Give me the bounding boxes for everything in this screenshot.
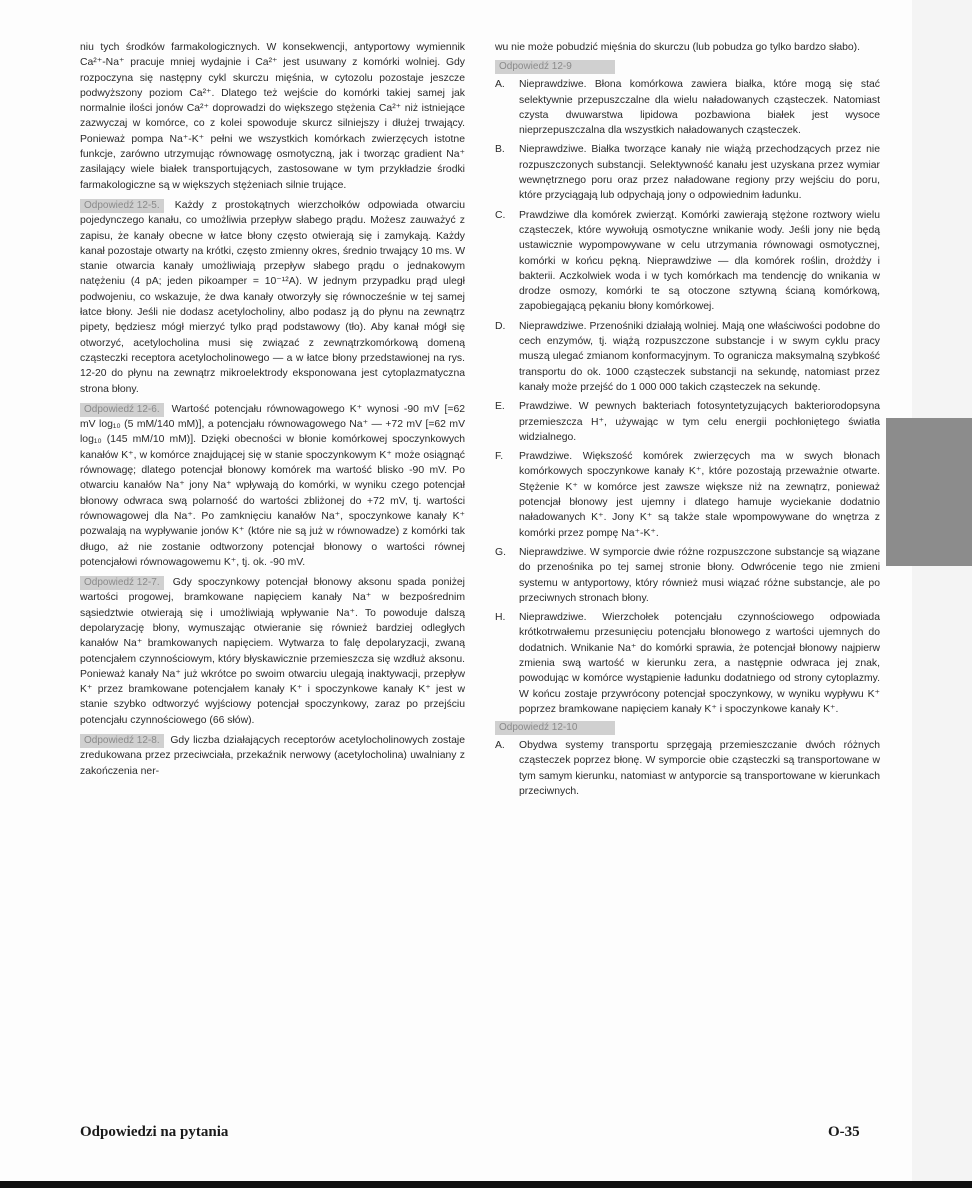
list-item <box>495 449 880 541</box>
answer-12-9-list <box>495 77 880 717</box>
item-text: Prawdziwe. Większość komórek zwierzęcych ma w swych błonach komórkowych spoczynkowe kanały K⁺, które pozostają przeważnie otwarte. Stężenie K⁺ w komórce jest zawsze większe niż na zewnątrz, ponieważ potencjał błonowy jest ujemny i dlatego hamuje wyciekanie dodatnio naładowanych K⁺. Jony K⁺ są także stale wpompowywane do wnętrza z komórki przez pompę Na⁺-K⁺. <box>519 451 880 539</box>
item-letter: A. <box>495 79 505 91</box>
item-text: Nieprawdziwe. Przenośniki działają wolniej. Mają one właściwości podobne do cech enzymów, tj. wiążą rozpuszczone substancje i w swym cyklu pracy muszą ulegać zmianom konformacyjnym. To ogranicza maksymalną szybkość transportu do ok. 1000 cząsteczek substancji na sekundę, natomiast przez kanały może przejść do 1 000 000 takich cząsteczek na sekundę. <box>519 320 880 393</box>
item-letter: H. <box>495 612 506 624</box>
answer-12-7 <box>80 575 465 728</box>
answer-text: Wartość potencjału równowagowego K⁺ wynosi -90 mV [=62 mV log₁₀ (5 mM/140 mM)], a potencjału równowagowego Na⁺ — +72 mV [=62 mV log₁₀ (145 mM/10 mM)]. Dzięki obecności w błonie komórkowej spoczynkowych kanałów K⁺, w komórce znajdującej się w stanie spoczynkowym K⁺ może osiągnąć równowagę; dlatego potencjał błonowy komórek ma wartość blisko -90 mV. Po otwarciu kanałów Na⁺ jony Na⁺ wpływają do komórki, w wyniku czego potencjał błonowy odwraca swą polarność do wartości zbliżonej do +72 mV, tj. wartości równowagowej dla Na⁺. Po zamknięciu kanałów Na⁺, spoczynkowe kanały K⁺ pozwalają na wypływanie jonów K⁺ (które nie są już w równowadze) z komórki tak długo, aż nie zostanie odtworzony potencjał błonowy o wartości równej potencjałowi równowagowemu K⁺, tj. ok. -90 mV. <box>80 403 465 568</box>
answer-text: Każdy z prostokątnych wierzchołków odpowiada otwarciu pojedynczego kanału, co umożliwia przepływ słabego prądu. Możesz zauważyć z zapisu, że kanały obecne w łatce błony często otwierają się i zamykają. Każdy kanał pozostaje otwarty na krótki, często zmienny okres, średnio trwający 10 ms. W stanie otwarcia kanały umożliwiają przepływ słabego prądu o jednakowym natężeniu (4 pA; jeden pikoamper = 10⁻¹²A). W jednym przypadku prąd uległ podwojeniu, co wskazuje, że dwa kanały otworzyły się równocześnie w tej samej łatce błony. Jeśli nie dodasz acetylocholiny, albo podasz ją do płynu na zewnątrz pipety, będziesz mógł mierzyć tylko prąd podstawowy (tło). Aby kanał mógł się otworzyć, acetylocholina musi się związać z zewnątrzkomórkową domeną cząsteczki receptora acetylocholinowego — a w łatce błony przedstawionej na rys. 12-20 do płynu na zewnątrz mikroelektrody eksponowana jest cytoplazmatyczna strona błony. <box>80 199 466 395</box>
answer-12-8 <box>80 733 465 779</box>
item-letter: G. <box>495 546 506 558</box>
left-column <box>80 40 465 784</box>
paragraph-continued: wu nie może pobudzić mięśnia do skurczu (lub pobudza go tylko bardzo słabo). <box>495 42 861 53</box>
answer-12-10-list <box>495 738 880 799</box>
item-letter: B. <box>495 144 505 156</box>
answer-text: Gdy liczba działających receptorów acetylocholinowych zostaje zredukowana przez przeciwciała, przekaźnik nerwowy (acetylocholina) uwalniany z zakończenia ner- <box>80 735 465 777</box>
scan-edge-bar <box>0 1181 972 1188</box>
page-number: O-35 <box>828 1124 860 1140</box>
list-item <box>495 610 880 717</box>
answer-label-12-10: Odpowiedź 12-10 <box>495 721 615 735</box>
answer-label: Odpowiedź 12-8. <box>80 734 164 748</box>
item-letter: F. <box>495 451 504 463</box>
chapter-tab <box>886 418 972 566</box>
scan-margin <box>912 0 972 1181</box>
item-letter: A. <box>495 740 505 752</box>
list-item <box>495 399 880 445</box>
answer-label-12-9: Odpowiedź 12-9 <box>495 60 615 74</box>
item-text: Nieprawdziwe. Wierzchołek potencjału czynnościowego odpowiada krótkotrwałemu przesunięciu potencjału błonowego z wartości ujemnych do dodatnich. Wnikanie Na⁺ do komórki sprawia, że potencjał błonowy najpierw zmienia swą wartość w kierunku zera, a następnie odwraca jej znak, powodując w komórce wystąpienie ładunku dodatniego od strony cytoplazmy. W końcu zostaje przywrócony potencjał spoczynkowy, w wyniku wypływu K⁺ poprzez bramkowane napięciem kanały K⁺ i spoczynkowe kanały K⁺. <box>519 612 880 715</box>
list-item <box>495 208 880 315</box>
item-letter: E. <box>495 401 505 413</box>
list-item <box>495 545 880 606</box>
list-item <box>495 142 880 203</box>
answer-label: Odpowiedź 12-5. <box>80 199 164 213</box>
answer-label: Odpowiedź 12-6. <box>80 403 164 417</box>
list-item <box>495 319 880 395</box>
item-text: Nieprawdziwe. W symporcie dwie różne rozpuszczone substancje są wiązane do przenośnika po tej samej stronie błony. Odwrócenie tego nie zmieni systemu w antyportowy, który również musi wiązać różne substancje, ale po przeciwnych stronach błony. <box>519 546 880 604</box>
item-text: Prawdziwe. W pewnych bakteriach fotosyntetyzujących bakteriorodopsyna przemieszcza H⁺, używając w tym celu energii pochłoniętego światła widzialnego. <box>519 401 880 443</box>
item-text: Nieprawdziwe. Białka tworzące kanały nie wiążą przechodzących przez nie rozpuszczonych substancji. Selektywność kanału jest uzyskana przez wymiar wewnętrznego poru oraz przez naładowane regiony przy wejściu do poru, które przyciągają lub odpychają jony o odpowiednim ładunku. <box>519 144 880 202</box>
item-text: Obydwa systemy transportu sprzęgają przemieszczanie dwóch różnych cząsteczek poprzez błonę. W symporcie obie cząsteczki są transportowane w tym samym kierunku, natomiast w antyporcie są transportowane w kierunkach przeciwnych. <box>519 740 880 798</box>
answer-12-6 <box>80 402 465 570</box>
item-text: Prawdziwe dla komórek zwierząt. Komórki zawierają stężone roztwory wielu cząsteczek, które wywołują osmotyczne wnikanie wody. Jeśli jony nie będą ustawicznie wypompowywane w celu utrzymania równowagi osmotycznej, komórki w końcu pękną. Nieprawdziwe — dla komórek roślin, drożdży i bakterii. Aczkolwiek woda i w tych komórkach ma tendencję do wnikania w drodze osmozy, komórki te są otoczone sztywną ścianą komórkową, zapobiegającą pękaniu błony komórkowej. <box>519 209 880 313</box>
answer-label: Odpowiedź 12-7. <box>80 576 164 590</box>
answer-text: Gdy spoczynkowy potencjał błonowy aksonu spada poniżej wartości progowej, bramkowane napięciem kanały Na⁺ w bezpośrednim sąsiedztwie otwierają się i umożliwiają wpływanie Na⁺. To powoduje dalszą depolaryzację błony, wymuszając otwieranie się również bardziej odległych kanałów Na⁺ bramkowanych napięciem. Wytwarza to falę depolaryzacji, zwaną potencjałem czynnościowym, który błyskawicznie przemieszcza się wzdłuż aksonu. Ponieważ kanały Na⁺ już wkrótce po swoim otwarciu ulegają inaktywacji, przepływ K⁺ przez bramkowane potencjałem kanały K⁺ i spoczynkowe kanały K⁺ jest w stanie szybko odtworzyć wyjściowy potencjał spoczynkowy, zaraz po przejściu potencjału czynnościowego (66 słów). <box>80 577 465 726</box>
right-column <box>495 40 880 803</box>
paragraph: niu tych środków farmakologicznych. W konsekwencji, antyportowy wymiennik Ca²⁺-Na⁺ pracuje mniej wydajnie i Ca²⁺ jest usuwany z komórki wolniej. Gdy rozpoczyna się następny cykl skurczu mięśnia, w cytozolu pozostaje jeszcze podwyższony poziom Ca²⁺. Dlatego też wejście do komórki takiej samej jak normalnie ilości jonów Ca²⁺ doprowadzi do większego stężenia Ca²⁺ niż istniejące zazwyczaj w komórce, co z kolei spowoduje skurcz silniejszy i dłużej trwający. Ponieważ pompa Na⁺-K⁺ pełni we wszystkich komórkach zwierzęcych istotne funkcje, zarówno utrzymując równowagę osmotyczną, jak i tworząc gradient Na⁺ zasilający wiele białek transportujących, zastosowane w tym przykładzie środki farmakologiczne są w większych stężeniach silnie trujące. <box>80 42 465 191</box>
footer-title: Odpowiedzi na pytania <box>80 1124 229 1140</box>
list-item <box>495 77 880 138</box>
answer-12-5 <box>80 198 465 397</box>
item-text: Nieprawdziwe. Błona komórkowa zawiera białka, które mogą się stać selektywnie przepuszczalne dla wielu naładowanych cząsteczek. Natomiast czysta dwuwarstwa lipidowa pozbawiona białek jest wysoce nieprzepuszczalna dla wszystkich naładowanych cząsteczek. <box>519 79 880 137</box>
item-letter: C. <box>495 209 506 221</box>
item-letter: D. <box>495 320 506 332</box>
list-item <box>495 738 880 799</box>
